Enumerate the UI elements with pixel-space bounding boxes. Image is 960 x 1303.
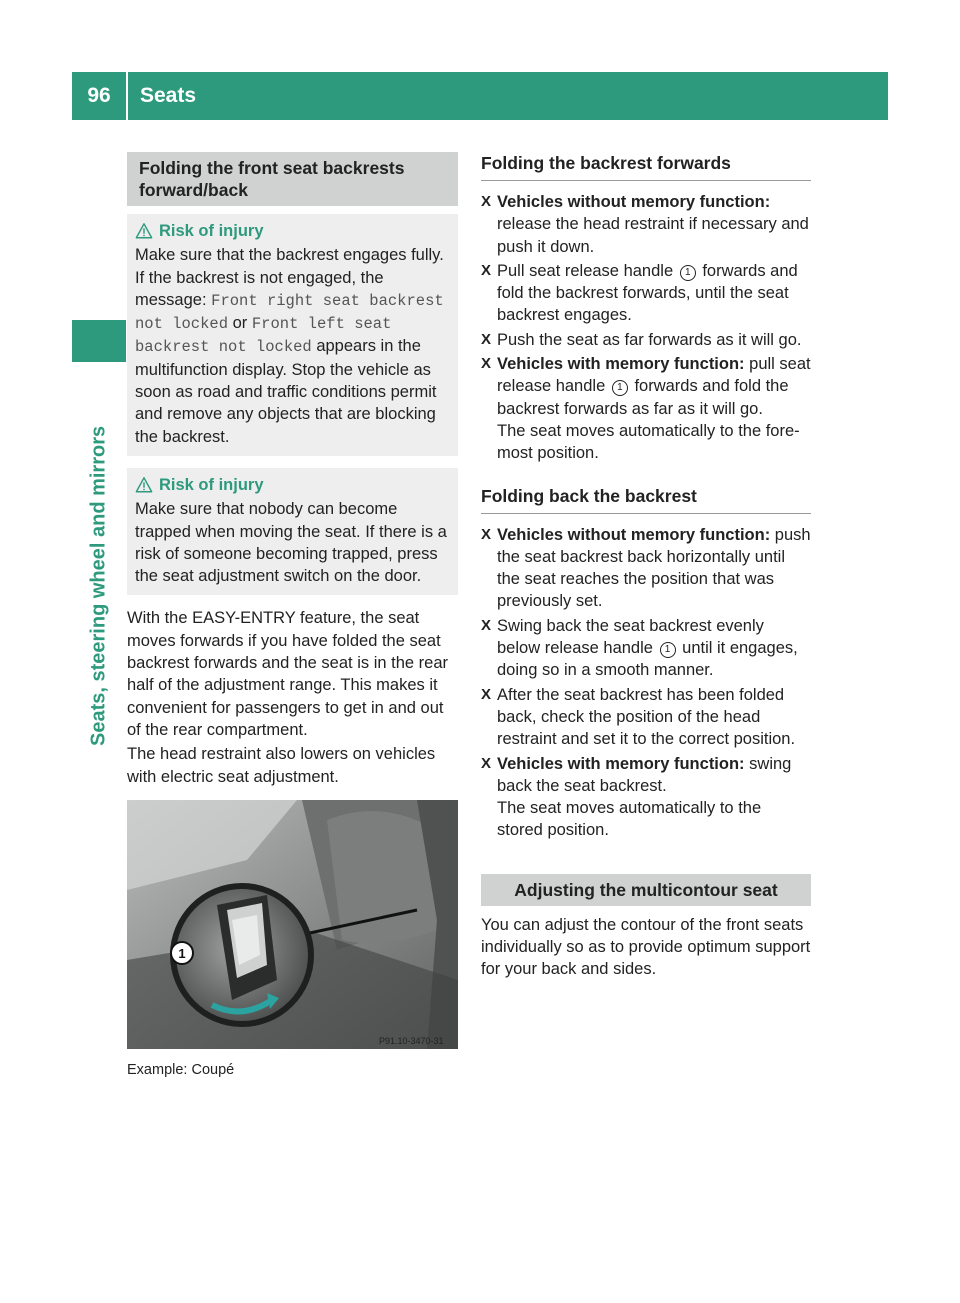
side-tab-marker bbox=[72, 320, 126, 362]
photo-illustration bbox=[127, 800, 458, 1049]
warning-triangle-icon bbox=[135, 476, 153, 494]
spacer bbox=[481, 467, 811, 485]
heading-line-2: forward/back bbox=[139, 180, 248, 200]
warning-title-2 bbox=[135, 474, 450, 496]
warning-triangle-icon bbox=[135, 222, 153, 240]
step-text bbox=[497, 615, 811, 682]
step-arrow-icon: X bbox=[481, 616, 492, 634]
warning-text bbox=[135, 244, 450, 448]
warning-title-text: Risk of injury bbox=[159, 222, 264, 240]
section-heading-multicontour: Adjusting the multicontour seat bbox=[481, 874, 811, 906]
list-item bbox=[481, 753, 811, 842]
step-arrow-icon: X bbox=[481, 754, 492, 772]
photo-callout-number: 1 bbox=[178, 945, 186, 961]
step-text-part: forwards and fold the backrest forwards, until the seat backrest engages. bbox=[497, 261, 798, 325]
section-heading-folding-back: Folding back the backrest bbox=[481, 485, 811, 514]
list-item bbox=[481, 260, 811, 327]
warning-box-1 bbox=[127, 214, 458, 456]
step-bold: Vehicles without memory function: bbox=[497, 193, 771, 211]
warning-title-text: Risk of injury bbox=[159, 475, 264, 494]
callout-1-icon: 1 bbox=[680, 265, 696, 281]
step-text: After the seat backrest has been folded back, check the position of the head restraint and set it to the correct position. bbox=[497, 685, 796, 749]
warning-text: Make sure that nobody can become trapped when moving the seat. If there is a risk of someone becoming trapped, press the seat adjustment switch on the door. bbox=[135, 500, 447, 586]
right-column bbox=[481, 152, 811, 983]
step-text-part: push the seat backrest back horizontally until the seat reaches the position that was previously set. bbox=[497, 525, 811, 611]
step-text bbox=[497, 753, 811, 842]
list-item bbox=[481, 353, 811, 464]
step-bold: Vehicles with memory function: bbox=[497, 355, 745, 374]
side-tab-label: Seats, steering wheel and mirrors bbox=[87, 425, 110, 746]
step-arrow-icon: X bbox=[481, 685, 492, 703]
warning-text-part: Make sure that the backrest engages fully. If the backrest is not engaged, the message: bbox=[135, 246, 444, 309]
display-message-left: Front left seat backrest not locked bbox=[135, 315, 392, 357]
warning-box-2 bbox=[127, 468, 458, 595]
step-text-part: until it engages, doing so in a smooth manner. bbox=[497, 639, 798, 680]
step-text bbox=[497, 191, 811, 258]
list-item bbox=[481, 684, 811, 751]
page-number: 96 bbox=[87, 84, 111, 107]
step-arrow-icon: X bbox=[481, 355, 492, 373]
step-arrow-icon: X bbox=[481, 330, 492, 348]
step-bold: Vehicles with memory function: bbox=[497, 754, 745, 773]
step-text: Push the seat as far forwards as it will go. bbox=[497, 330, 802, 349]
step-arrow-icon: X bbox=[481, 193, 492, 210]
step-text bbox=[497, 260, 811, 327]
section-heading-folding-forwards: Folding the backrest forwards bbox=[481, 152, 811, 181]
step-text-part: swing back the seat backrest. bbox=[497, 754, 792, 795]
heading-line-1: Folding the front seat backrests bbox=[139, 158, 405, 178]
multicontour-paragraph: You can adjust the contour of the front seats individually so as to provide optimum support for your back and sides. bbox=[481, 915, 811, 979]
step-text-part: pull seat release handle bbox=[497, 355, 811, 396]
callout-1-icon: 1 bbox=[612, 380, 628, 396]
step-text bbox=[497, 353, 811, 464]
section-heading-folding-front-backrests bbox=[127, 152, 458, 206]
header-divider bbox=[126, 72, 128, 120]
warning-title-1 bbox=[135, 220, 450, 242]
step-arrow-icon: X bbox=[481, 525, 492, 543]
step-arrow-icon: X bbox=[481, 261, 492, 279]
step-result: The seat moves automatically to the stored position. bbox=[497, 799, 762, 840]
step-text-part: Pull seat release handle bbox=[497, 261, 674, 280]
display-message-right: Front right seat backrest not locked bbox=[135, 291, 444, 334]
step-text-part: forwards and fold the backrest forwards as far as it will go. bbox=[497, 377, 789, 418]
head-restraint-paragraph: The head restraint also lowers on vehicles with electric seat adjustment. bbox=[127, 745, 436, 786]
seat-release-handle-photo bbox=[127, 800, 458, 1049]
left-column bbox=[127, 152, 458, 1081]
list-item bbox=[481, 191, 811, 258]
spacer bbox=[481, 844, 811, 874]
step-text-part: Swing back the seat backrest evenly below release handle bbox=[497, 616, 764, 658]
photo-code: P91.10-3470-31 bbox=[379, 1035, 444, 1046]
list-item bbox=[481, 329, 811, 351]
step-text bbox=[497, 524, 811, 613]
warning-or: or bbox=[232, 314, 248, 333]
step-bold: Vehicles without memory function: bbox=[497, 525, 771, 544]
list-item bbox=[481, 615, 811, 682]
list-item bbox=[481, 524, 811, 613]
callout-1-icon: 1 bbox=[660, 642, 676, 658]
easy-entry-paragraph: With the EASY-ENTRY feature, the seat moves forwards if you have folded the seat backrest forwards and the seat is in the rear half of the adjustment range. This makes it convenient for passengers to get in and out of the rear compartment. bbox=[127, 609, 448, 739]
page-title: Seats bbox=[140, 84, 197, 107]
step-result: The seat moves automatically to the fore-most position. bbox=[497, 421, 800, 463]
step-text-part: release the head restraint if necessary and push it down. bbox=[497, 215, 809, 256]
photo-caption: Example: Coupé bbox=[127, 1061, 235, 1078]
warning-text-part: appears in the multifunction display. Stop the vehicle as soon as road and traffic conditions permit and remove any objects that are blocking the backrest. bbox=[135, 337, 437, 446]
